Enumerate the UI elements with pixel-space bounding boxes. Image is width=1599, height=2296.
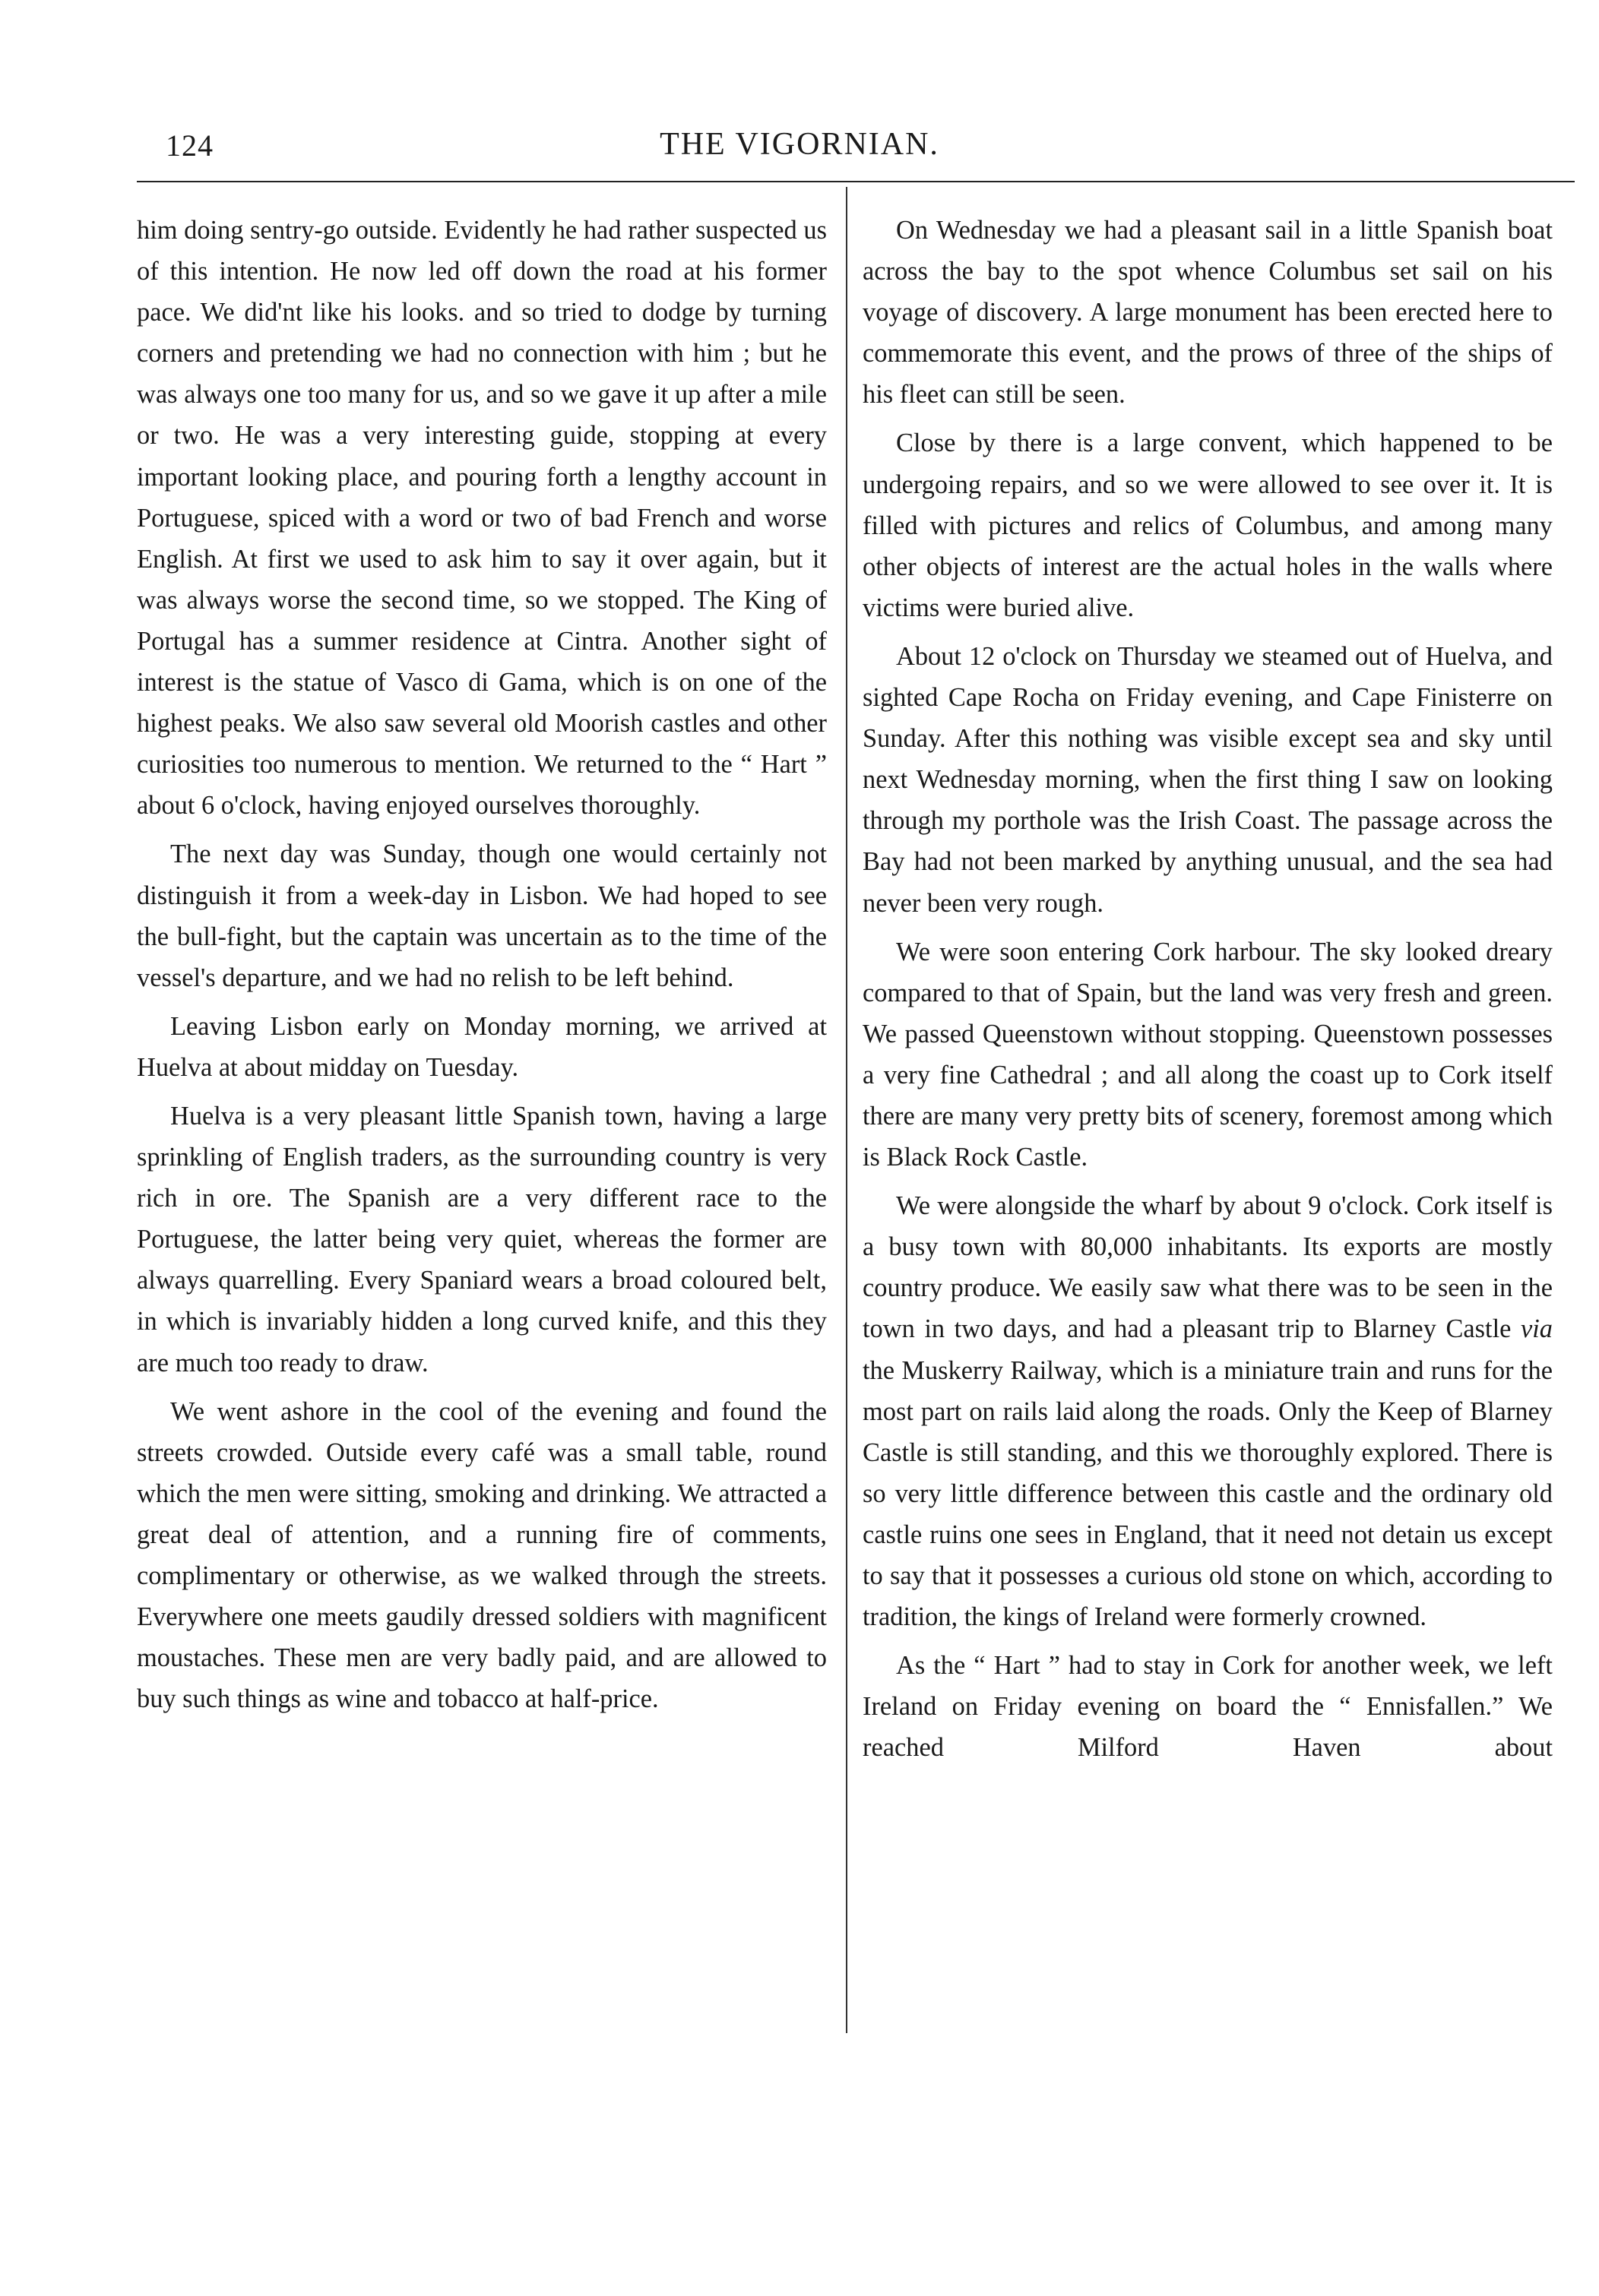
right-paragraph-3: About 12 o'clock on Thursday we steamed out of Huelva, and sighted Cape Rocha on Friday evening, and Cape Finisterre on Sunday. After this nothing was visible except sea and sky until next Wednesday morning, when the first thing I saw on looking through my porthole was the Irish Coast. The passage across the Bay had not been marked by anything unusual, and the sea had never been very rough. bbox=[863, 641, 1553, 918]
left-paragraph-2: The next day was Sunday, though one would certainly not distinguish it from a week-day in Lisbon. We had hoped to see the bull-fight, but the captain was uncertain as to the time of the vessel's departure, and we had no relish to be left behind. bbox=[137, 840, 827, 992]
header-rule bbox=[137, 181, 1575, 182]
right-column bbox=[863, 210, 1553, 1776]
running-title: THE VIGORNIAN. bbox=[660, 127, 939, 162]
left-paragraph-5: We went ashore in the cool of the evening and found the streets crowded. Outside every café was a small table, round which the men were sitting, smoking and drinking. We attracted a great deal of attention, and a running fire of comments, complimentary or otherwise, as we walked through the streets. Everywhere one meets gaudily dressed soldiers with magnificent moustaches. These men are very badly paid, and are allowed to buy such things as wine and tobacco at half-price. bbox=[137, 1396, 827, 1714]
right-paragraph-5-text-a: We were alongside the wharf by about 9 o'clock. Cork itself is a busy town with 80,000 inhabitants. Its exports are mostly country produce. We easily saw what there was to be seen in the town in two days, and had a pleasant trip to Blarney Castle bbox=[863, 1191, 1553, 1344]
right-paragraph-5-text-b: the Muskerry Railway, which is a miniature train and runs for the most part on rails laid along the roads. Only the Keep of Blarney Castle is still standing, and this we thoroughly explored. There is so very little difference between this castle and the ordinary old castle ruins one sees in England, that it need not detain us except to say that it possesses a curious old stone on which, according to tradition, the kings of Ireland were formerly crowned. bbox=[863, 1355, 1553, 1632]
right-paragraph-6: As the “ Hart ” had to stay in Cork for another week, we left Ireland on Friday evening on board the “ Ennisfallen.” We reached Milford Haven about bbox=[863, 1651, 1553, 1763]
right-paragraph-5 bbox=[863, 1185, 1553, 1637]
page-number: 124 bbox=[166, 128, 214, 163]
right-paragraph-1: On Wednesday we had a pleasant sail in a little Spanish boat across the bay to the spot whence Columbus set sail on his voyage of discovery. A large monument has been erected here to commemorate this event, and the prows of three of the ships of his fleet can still be seen. bbox=[863, 216, 1553, 410]
column-divider bbox=[846, 187, 847, 2033]
left-paragraph-3: Leaving Lisbon early on Monday morning, we arrived at Huelva at about midday on Tuesday. bbox=[137, 1011, 827, 1082]
left-column bbox=[137, 210, 827, 1727]
italic-via: via bbox=[1520, 1314, 1553, 1344]
right-paragraph-4: We were soon entering Cork harbour. The sky looked dreary compared to that of Spain, but the land was very fresh and green. We passed Queenstown without stopping. Queenstown possesses a very fine Cathedral ; and all along the coast up to Cork itself there are many very pretty bits of scenery, foremost among which is Black Rock Castle. bbox=[863, 937, 1553, 1172]
right-paragraph-2: Close by there is a large convent, which happened to be undergoing repairs, and so we were allowed to see over it. It is filled with pictures and relics of Columbus, and among many other objects of interest are the actual holes in the walls where victims were buried alive. bbox=[863, 429, 1553, 622]
left-paragraph-4: Huelva is a very pleasant little Spanish town, having a large sprinkling of English traders, as the surrounding country is very rich in ore. The Spanish are a very different race to the Portuguese, the latter being very quiet, whereas the former are always quarrelling. Every Spaniard wears a broad coloured belt, in which is invariably hidden a long curved knife, and this they are much too ready to draw. bbox=[137, 1101, 827, 1377]
left-paragraph-1: him doing sentry-go outside. Evidently he had rather suspected us of this intention. He now led off down the road at his former pace. We did'nt like his looks. and so tried to dodge by turning corners and pretending we had no connection with him ; but he was always one too many for us, and so we gave it up after a mile or two. He was a very interesting guide, stopping at every important looking place, and pouring forth a lengthy account in Portuguese, spiced with a word or two of bad French and worse English. At first we used to ask him to say it over again, but it was always worse the second time, so we stopped. The King of Portugal has a summer residence at Cintra. Another sight of interest is the statue of Vasco di Gama, which is on one of the highest peaks. We also saw several old Moorish castles and other curiosities too numerous to mention. We returned to the “ Hart ” about 6 o'clock, having enjoyed ourselves thoroughly. bbox=[137, 216, 827, 821]
